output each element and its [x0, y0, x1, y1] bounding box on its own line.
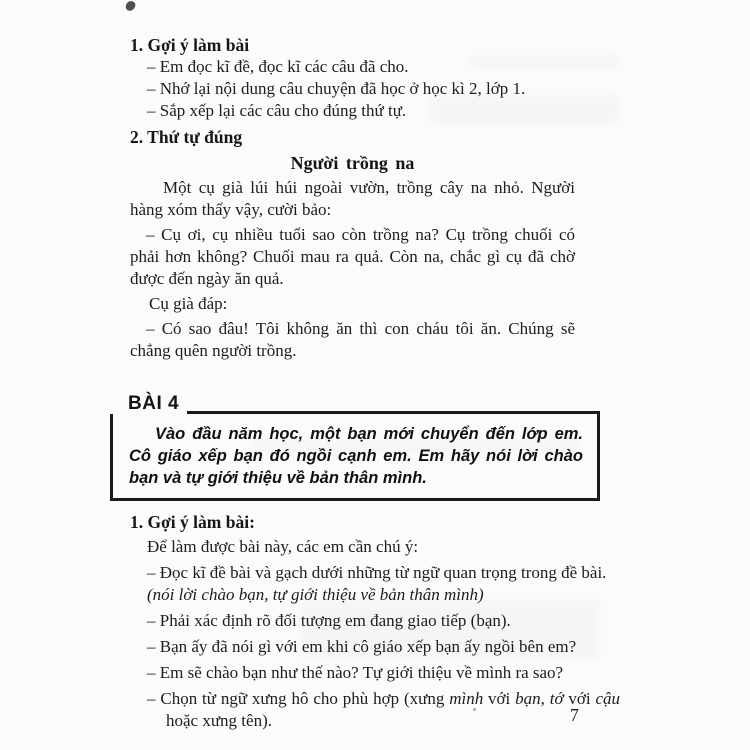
guide-item-text: với	[563, 689, 596, 708]
guide-item-text-italic: mình	[449, 689, 484, 708]
guide1-heading: 1. Gợi ý làm bài	[130, 35, 250, 55]
guide-item-text: – Chọn từ ngữ xưng hô cho phù hợp (xưng	[147, 689, 450, 708]
exercise-prompt-box	[110, 414, 600, 501]
exercise-prompt: Vào đầu năm học, một bạn mới chuyển đến lớp em. Cô giáo xếp bạn đó ngồi cạnh em. Em hãy nói lời chào bạn và tự giới thiệu về bản thân mình.	[129, 425, 583, 487]
guide-item-text-italic: cậu	[595, 689, 621, 708]
answer-heading: 2. Thứ tự đúng	[130, 127, 243, 147]
exercise-header-rule	[187, 411, 600, 414]
story-paragraph: – Cụ ơi, cụ nhiều tuổi sao còn trồng na? Cụ trồng chuối có phải hơn không? Chuối mau ra quả. Còn na, chắc gì cụ đã chờ được đến ngày ăn quả.	[130, 225, 575, 288]
story	[130, 152, 620, 362]
guide-item-text: với	[483, 689, 516, 708]
guide-item-text: hoặc xưng tên).	[166, 711, 272, 730]
exercise-label: BÀI 4	[128, 393, 180, 414]
scan-speck-artifact	[473, 708, 476, 711]
guide-item-note: (nói lời chào bạn, tự giới thiệu về bản thân mình)	[147, 585, 484, 604]
page-number: 7	[570, 705, 579, 725]
answer-section	[130, 126, 620, 362]
guide-item	[130, 688, 620, 732]
guide-item: – Sắp xếp lại các câu cho đúng thứ tự.	[147, 101, 407, 120]
guide-item-text-italic: bạn	[515, 689, 541, 708]
story-paragraph: Một cụ già lúi húi ngoài vườn, trồng cây na nhỏ. Người hàng xóm thấy vậy, cười bảo:	[130, 178, 575, 219]
story-paragraph: – Có sao đâu! Tôi không ăn thì con cháu tôi ăn. Chúng sẽ chẳng quên người trồng.	[130, 319, 575, 360]
guide-item: – Nhớ lại nội dung câu chuyện đã học ở học kì 2, lớp 1.	[147, 79, 526, 98]
guide-section-1	[130, 34, 620, 122]
guide-item-text: ,	[540, 689, 550, 708]
guide-item-text-italic: tớ	[549, 689, 564, 708]
page-content	[130, 0, 620, 732]
exercise-4-section	[110, 393, 600, 501]
guide-item: – Đọc kĩ đề bài và gạch dưới những từ ngữ quan trọng trong đề bài.	[147, 563, 607, 582]
guide-section-2	[130, 511, 620, 732]
guide-item: – Em đọc kĩ đề, đọc kĩ các câu đã cho.	[147, 57, 409, 76]
guide-item: – Em sẽ chào bạn như thế nào? Tự giới thiệu về mình ra sao?	[147, 663, 564, 682]
guide-item: – Phải xác định rõ đối tượng em đang giao tiếp (bạn).	[147, 611, 511, 630]
guide2-intro: Để làm được bài này, các em cần chú ý:	[147, 537, 419, 556]
guide-item: – Bạn ấy đã nói gì với em khi cô giáo xếp bạn ấy ngồi bên em?	[147, 637, 577, 656]
story-paragraph: Cụ già đáp:	[149, 294, 228, 313]
guide2-heading: 1. Gợi ý làm bài:	[130, 512, 255, 532]
story-title: Người trồng na	[290, 153, 415, 173]
exercise-4-header	[110, 393, 600, 414]
